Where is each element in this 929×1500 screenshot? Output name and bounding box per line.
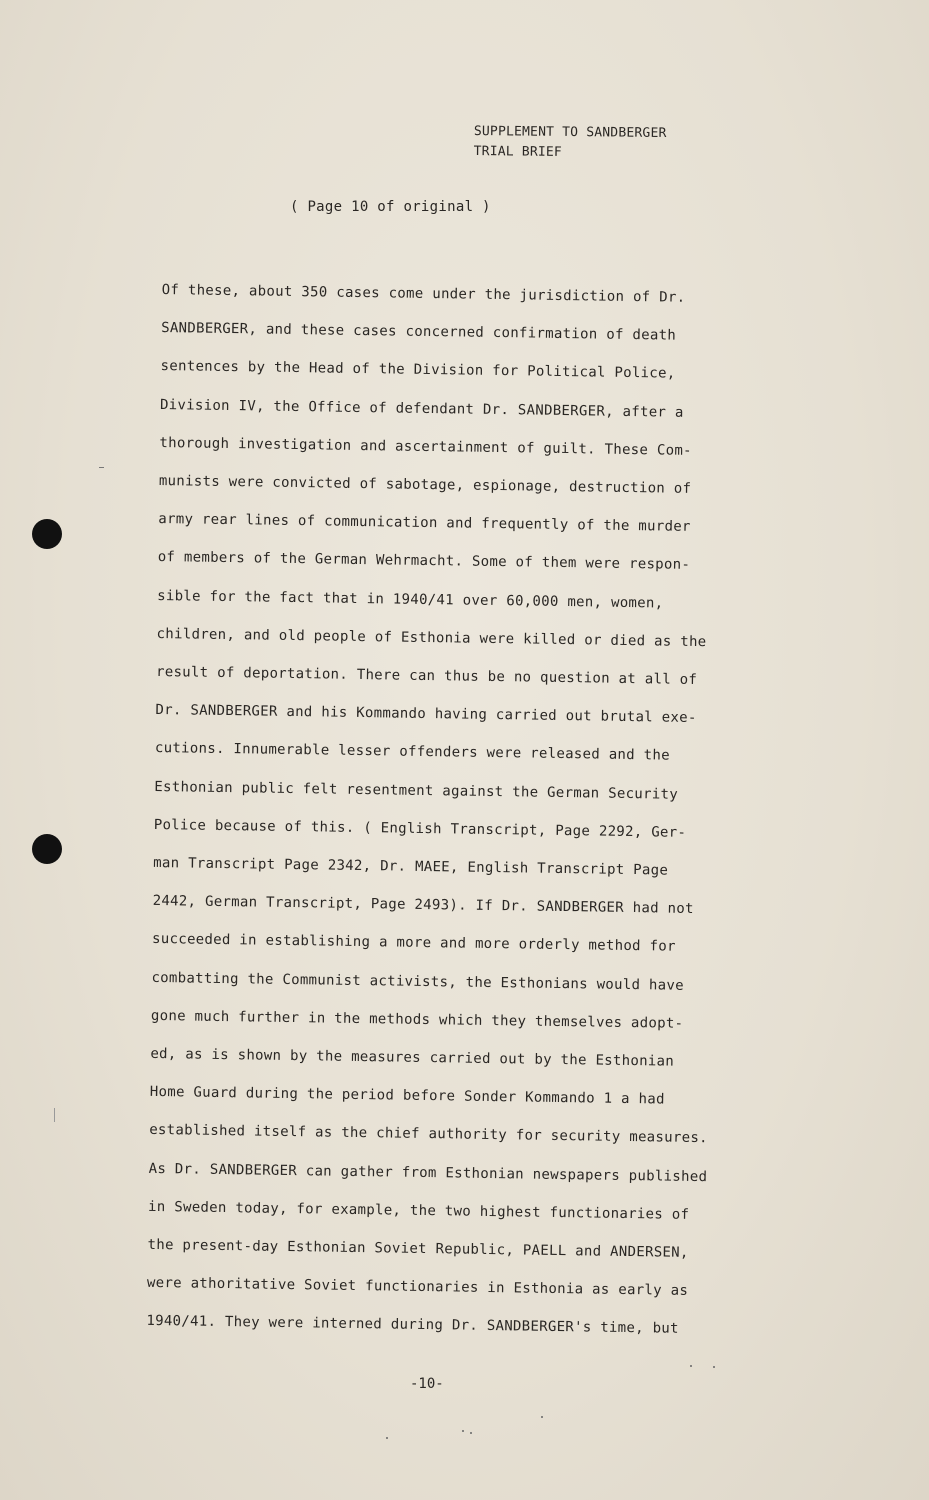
text-line: ed, as is shown by the measures carried out by the Esthonian bbox=[150, 1045, 675, 1070]
text-line: man Transcript Page 2342, Dr. MAEE, English Transcript Page bbox=[153, 854, 669, 879]
punch-hole-bottom bbox=[32, 834, 62, 864]
margin-mark bbox=[99, 467, 104, 468]
text-line: munists were convicted of sabotage, espionage, destruction of bbox=[158, 472, 692, 497]
text-line: Esthonian public felt resentment against the German Security bbox=[154, 778, 679, 803]
page-reference: ( Page 10 of original ) bbox=[290, 199, 491, 215]
punch-hole-top bbox=[32, 519, 62, 549]
text-line: gone much further in the methods which they themselves adopt- bbox=[150, 1007, 684, 1032]
text-line: As Dr. SANDBERGER can gather from Esthonian newspapers published bbox=[148, 1160, 708, 1185]
text-line: SANDBERGER, and these cases concerned confirmation of death bbox=[161, 320, 677, 344]
text-line: result of deportation. There can thus be no question at all of bbox=[155, 663, 698, 689]
text-line: Division IV, the Office of defendant Dr. SANDBERGER, after a bbox=[159, 396, 684, 421]
paper-speck bbox=[470, 1432, 472, 1434]
text-line: cutions. Innumerable lesser offenders were released and the bbox=[154, 740, 670, 765]
text-line: Home Guard during the period before Sonder Kommando 1 a had bbox=[149, 1084, 665, 1108]
page-number: -10- bbox=[410, 1376, 444, 1392]
margin-mark bbox=[54, 1108, 55, 1122]
paper-speck bbox=[713, 1366, 715, 1368]
text-line: of members of the German Wehrmacht. Some of them were respon- bbox=[157, 549, 691, 574]
paper-speck bbox=[386, 1437, 388, 1439]
document-header bbox=[474, 122, 667, 164]
header-title: SUPPLEMENT TO SANDBERGER bbox=[473, 123, 667, 142]
text-line: 1940/41. They were interned during Dr. SANDBERGER's time, but bbox=[146, 1313, 679, 1338]
paper-speck bbox=[462, 1430, 464, 1432]
text-line: succeeded in establishing a more and more orderly method for bbox=[151, 931, 676, 956]
body-text bbox=[146, 271, 782, 1350]
text-line: Dr. SANDBERGER and his Kommando having carried out brutal exe- bbox=[155, 702, 697, 727]
paper-speck bbox=[541, 1416, 543, 1418]
text-line: thorough investigation and ascertainment of guilt. These Com- bbox=[159, 434, 692, 459]
header-subtitle: TRIAL BRIEF bbox=[473, 143, 563, 160]
text-line: sentences by the Head of the Division for Political Police, bbox=[160, 358, 676, 383]
text-line: 2442, German Transcript, Page 2493). If Dr. SANDBERGER had not bbox=[152, 893, 694, 918]
text-line: sible for the fact that in 1940/41 over 60,000 men, women, bbox=[157, 587, 664, 612]
text-line: the present-day Esthonian Soviet Republic, PAELL and ANDERSEN, bbox=[147, 1236, 689, 1261]
text-line: children, and old people of Esthonia were killed or died as the bbox=[156, 625, 707, 650]
text-line: in Sweden today, for example, the two highest functionaries of bbox=[147, 1198, 690, 1223]
text-line: Of these, about 350 cases come under the jurisdiction of Dr. bbox=[161, 281, 686, 306]
text-line: established itself as the chief authority for security measures. bbox=[149, 1122, 708, 1147]
text-line: combatting the Communist activists, the Esthonians would have bbox=[151, 969, 685, 994]
paper-speck bbox=[690, 1365, 692, 1367]
text-line: were athoritative Soviet functionaries in Esthonia as early as bbox=[146, 1275, 689, 1300]
text-line: Police because of this. ( English Transcript, Page 2292, Ger- bbox=[153, 816, 687, 841]
text-line: army rear lines of communication and frequently of the murder bbox=[158, 511, 691, 536]
